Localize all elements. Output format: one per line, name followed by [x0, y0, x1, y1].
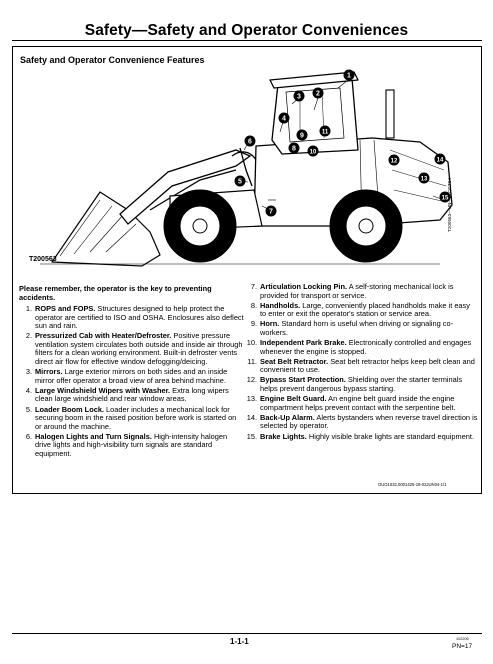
feature-item [244, 376, 478, 393]
feature-number: 13. [246, 394, 257, 404]
callout-10 [308, 146, 319, 157]
feature-description: Standard horn is useful when driving or signaling co-workers. [260, 319, 454, 337]
callout-6 [245, 136, 256, 147]
callout-label: 11 [321, 129, 329, 136]
feature-title: Bypass Start Protection. [260, 375, 346, 385]
feature-number: 14. [246, 412, 257, 422]
page-title: Safety—Safety and Operator Conveniences [84, 22, 409, 39]
feature-number: 6. [25, 431, 32, 441]
features-list-right [244, 283, 478, 443]
feature-number: 15. [246, 431, 257, 441]
feature-item [244, 358, 478, 375]
feature-description: Extra long wipers clean large windshield and rear window areas. [35, 385, 229, 404]
page-number: 1-1-1 [230, 637, 249, 646]
feature-description: High-intensity halogen drive lights and high-visibility turn signals are standard equipment. [35, 431, 228, 458]
callout-13 [419, 173, 430, 184]
footer-date-code: 102205 [456, 637, 469, 641]
feature-number: 2. [25, 331, 32, 341]
callout-label: 4 [282, 115, 286, 123]
feature-number: 4. [25, 385, 32, 395]
feature-description: Structures designed to help protect the operator are certified to ISO and OSHA. Enclosures also deflect sun and rain. [35, 304, 244, 331]
callout-label: 10 [309, 149, 317, 156]
feature-description: Loader includes a mechanical lock for securing boom in the raised position before work is started on or around the machine. [35, 404, 237, 431]
feature-number: 10. [246, 338, 257, 348]
callout-9 [297, 130, 308, 141]
callout-3 [294, 91, 305, 102]
feature-title: Independent Park Brake. [260, 338, 347, 348]
feature-title: Mirrors. [35, 367, 63, 377]
feature-title: Horn. [260, 319, 280, 329]
feature-title: Loader Boom Lock. [35, 404, 104, 414]
callout-label: 12 [390, 158, 398, 165]
rear-wheel [330, 190, 402, 262]
feature-description: Seat belt retractor helps keep belt clean and convenient to use. [260, 356, 475, 375]
feature-title: ROPS and FOPS. [35, 304, 96, 313]
feature-item [244, 339, 478, 356]
feature-item [20, 387, 244, 404]
callout-8 [289, 143, 300, 154]
feature-item [244, 433, 478, 442]
feature-item [244, 320, 478, 337]
callout-label: 13 [420, 176, 428, 183]
feature-title: Pressurized Cab with Heater/Defroster. [35, 331, 172, 341]
feature-item [20, 433, 244, 459]
feature-number: 8. [250, 300, 257, 310]
feature-title: Seat Belt Retractor. [260, 356, 329, 366]
footer-rule [12, 633, 482, 634]
feature-title: Engine Belt Guard. [260, 394, 327, 404]
callout-label: 7 [269, 208, 273, 216]
feature-description: Large, conveniently placed handholds make it easy to enter or exit the operator's station or service area. [260, 300, 470, 319]
callout-label: 15 [441, 195, 449, 202]
feature-number: 1. [25, 304, 32, 313]
feature-description: Large exterior mirrors on both sides and an inside mirror offer operator a broad view of area behind machine. [35, 367, 228, 385]
reference-code: OUO1032,0001425-19-02JUN04-1/1 [378, 482, 447, 487]
callout-2 [313, 88, 324, 99]
callout-label: 2 [316, 90, 320, 98]
callout-11 [320, 126, 331, 137]
feature-item [244, 302, 478, 319]
feature-description: Electronically controlled and engages whenever the engine is stopped. [260, 338, 472, 356]
feature-description: An engine belt guard inside the engine compartment helps prevent contact with the serpentine belt. [260, 394, 456, 412]
feature-description: Alerts bystanders when reverse travel direction is selected by operator. [260, 412, 478, 431]
feature-description: Shielding over the starter terminals helps prevent dangerous bypass starting. [260, 375, 463, 394]
feature-description: Positive pressure ventilation system circulates both outside and inside air through filters for a clean working environment. Built-in defroster vents direct air flow for effective window defogging/deicing. [35, 331, 243, 367]
callout-label: 3 [297, 93, 301, 101]
front-wheel [164, 190, 236, 262]
feature-number: 7. [250, 282, 257, 291]
feature-title: Articulation Locking Pin. [260, 282, 348, 291]
callout-label: 6 [248, 138, 252, 146]
callout-label: 5 [238, 178, 242, 186]
feature-description: A self-storing mechanical lock is provided for transport or service. [260, 282, 454, 300]
feature-title: Back-Up Alarm. [260, 412, 315, 422]
section-title: Safety and Operator Convenience Features [20, 55, 205, 65]
callout-14 [435, 154, 446, 165]
feature-description: Highly visible brake lights are standard equipment. [306, 431, 475, 441]
exhaust-stack [386, 90, 394, 138]
callout-label: 9 [300, 132, 304, 140]
feature-item [20, 305, 244, 331]
callout-5 [235, 176, 246, 187]
feature-title: Brake Lights. [260, 431, 307, 441]
feature-item [244, 395, 478, 412]
figure-side-code: T200563—UN—27OCT04 [447, 178, 452, 232]
features-list-left [20, 305, 244, 460]
figure-code: T200563 [29, 256, 57, 263]
callout-12 [389, 155, 400, 166]
callout-label: 8 [292, 145, 296, 153]
callout-label: 14 [436, 157, 444, 164]
feature-title: Handholds. [260, 300, 301, 310]
feature-number: 11. [247, 356, 257, 366]
feature-number: 3. [25, 367, 32, 377]
page-pn: PN=17 [452, 643, 473, 650]
feature-item [20, 368, 244, 385]
feature-item [244, 283, 478, 300]
feature-item [244, 414, 478, 431]
feature-title: Halogen Lights and Turn Signals. [35, 431, 152, 441]
callout-4 [279, 113, 290, 124]
callout-label: 1 [347, 72, 351, 80]
feature-number: 9. [250, 319, 257, 329]
intro-text: Please remember, the operator is the key to preventing accidents. [19, 284, 212, 302]
title-rule [12, 40, 482, 41]
feature-title: Large Windshield Wipers with Washer. [35, 385, 171, 395]
feature-item [20, 332, 244, 366]
callout-1 [344, 70, 355, 81]
callout-7 [266, 206, 277, 217]
loader-illustration [14, 64, 466, 274]
feature-number: 5. [25, 404, 32, 414]
feature-item [20, 406, 244, 432]
feature-number: 12. [246, 375, 257, 385]
